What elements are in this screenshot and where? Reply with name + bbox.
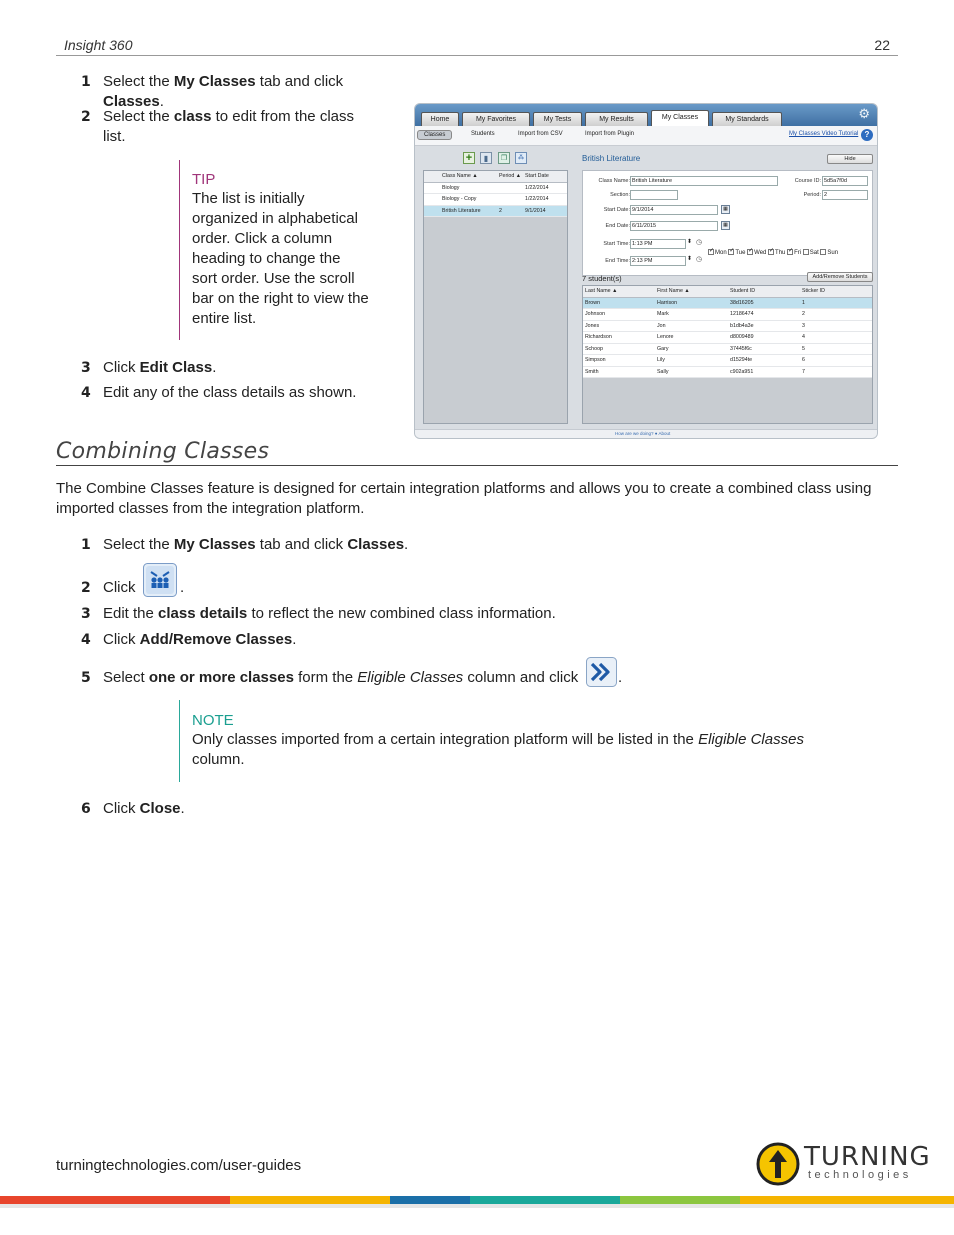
combine-classes-icon[interactable] [143,563,177,597]
step-bottom-2: 2 Click [81,579,136,596]
students-table-header [583,286,872,298]
page-number: 22 [874,37,890,53]
class-details-title: British Literature [582,154,641,163]
calendar-icon[interactable]: ▦ [721,205,730,214]
students-table [582,285,873,424]
tip-text: The list is initially organized in alphabetical order. Click a column heading to change the sort order. Use the scroll bar on the right to view the entire list. [192,190,369,327]
tab-my-classes[interactable]: My Classes [651,110,709,126]
gear-icon[interactable]: ⚙ [858,106,870,121]
students-count: 7 student(s) [582,274,622,283]
day-tue[interactable]: ✓ Tue [728,250,745,256]
table-row-selected[interactable]: Brown Harrison 38d16205 1 [583,298,872,310]
day-sat[interactable]: Sat [803,250,819,256]
note-text: Only classes imported from a certain integration platform will be listed in the Eligible Classes column. [192,731,804,768]
day-mon[interactable]: ✓Mon [708,250,727,256]
logo-mark-icon [756,1142,800,1186]
col-start-date[interactable]: Start Date [525,173,549,179]
sub-tab-bar [415,126,877,146]
tab-my-favorites[interactable]: My Favorites [462,112,530,126]
col-period[interactable]: Period ▲ [499,173,522,179]
end-time-field[interactable]: 2:13 PM [630,256,686,266]
day-sun[interactable]: Sun [820,250,838,256]
help-icon[interactable]: ? [861,129,873,141]
start-date-field[interactable]: 9/1/2014 [630,205,718,215]
step-bottom-1: 1 Select the My Classes tab and click Classes. [81,536,409,553]
table-row-selected[interactable]: British Literature 2 9/1/2014 [424,206,567,218]
step-top-4: 4 Edit any of the class details as shown. [81,384,357,401]
class-list-panel [423,170,568,424]
double-chevron-right-icon[interactable] [586,657,617,687]
col-first-name[interactable]: First Name ▲ [657,288,690,294]
section-field[interactable] [630,190,678,200]
logo-word: TURNING [804,1142,931,1172]
table-row[interactable]: Simpson Lily d15294te 6 [583,355,872,367]
video-tutorial-link[interactable]: My Classes Video Tutorial [789,131,859,137]
note-label: NOTE [192,712,234,729]
combine-classes-icon[interactable]: ⁂ [515,152,527,164]
tab-my-standards[interactable]: My Standards [712,112,782,126]
subtab-classes[interactable]: Classes [417,130,452,140]
time-stepper-icon[interactable]: ⬍ [687,256,693,262]
tip-label: TIP [192,171,216,188]
day-wed[interactable]: ✓ Wed [747,250,766,256]
step-bottom-5: 5 Select one or more classes form the Eligible Classes column and click [81,669,579,686]
table-row[interactable]: Schoop Gary 37445f6c 5 [583,344,872,356]
turning-technologies-logo [756,1140,932,1188]
tip-box [179,160,369,340]
class-name-field[interactable]: British Literature [630,176,778,186]
tab-my-tests[interactable]: My Tests [533,112,582,126]
clock-icon[interactable]: ◷ [696,256,703,263]
period-field[interactable]: 2 [822,190,868,200]
class-details-form: Class Name: British Literature Course ID: 5d5a7f0d Section: Period: 2 Start Date: 9/1/2014 ▦ End Date: 6/11/2015 ▦ Start Time: 1:13 PM ⬍ ◷ End Time: 2:13 PM ⬍ ◷ ✓Mon ✓ Tue ✓ Wed ✓ Thu ✓ Fri Sat Sun [582,170,873,276]
header-divider [56,55,898,56]
section-divider [56,465,898,466]
footer-url: turningtechnologies.com/user-guides [56,1157,302,1174]
day-thu[interactable]: ✓ Thu [768,250,785,256]
day-fri[interactable]: ✓ Fri [787,250,801,256]
step-bottom-4: 4 Click Add/Remove Classes. [81,631,297,648]
tab-my-results[interactable]: My Results [585,112,648,126]
step-top-3: 3 Click Edit Class. [81,359,217,376]
step-bottom-5-end: . [618,669,623,686]
step-top-2: 2 Select the class to edit from the class list. [81,108,354,145]
note-box [179,700,839,782]
section-intro: The Combine Classes feature is designed for certain integration platforms and allows you to create a combined class using imported classes from the integration platform. [56,480,872,517]
subtab-students[interactable]: Students [471,131,495,137]
document-header-title: Insight 360 [64,37,133,53]
subtab-import-plugin[interactable]: Import from Plugin [585,131,635,137]
copy-class-icon[interactable]: ❐ [498,152,510,164]
hide-button[interactable]: Hide [827,154,873,164]
section-title: Combining Classes [56,439,270,464]
end-date-field[interactable]: 6/11/2015 [630,221,718,231]
course-id-field[interactable]: 5d5a7f0d [822,176,868,186]
calendar-icon[interactable]: ▦ [721,221,730,230]
add-remove-students-button[interactable]: Add/Remove Students [807,272,873,282]
footer-color-bar [0,1196,954,1208]
col-class-name[interactable]: Class Name ▲ [442,173,478,179]
add-class-icon[interactable]: + [463,152,475,164]
step-bottom-3: 3 Edit the class details to reflect the new combined class information. [81,605,556,622]
my-classes-screenshot [414,103,878,439]
delete-class-icon[interactable]: ▮ [480,152,492,164]
footer-links[interactable]: How are we doing? ● About [615,431,671,436]
subtab-import-csv[interactable]: Import from CSV [518,131,563,137]
step-bottom-2-end: . [180,579,185,596]
weekday-checkboxes [708,249,838,256]
table-row[interactable]: Johnson Mark 12186474 2 [583,309,872,321]
step-bottom-6: 6 Click Close. [81,800,185,817]
clock-icon[interactable]: ◷ [696,239,703,246]
time-stepper-icon[interactable]: ⬍ [687,239,693,245]
col-student-id[interactable]: Student ID [730,288,756,294]
col-last-name[interactable]: Last Name ▲ [585,288,618,294]
start-time-field[interactable]: 1:13 PM [630,239,686,249]
table-row[interactable]: Biology 1/22/2014 [424,183,567,195]
step-top-1: 1 Select the My Classes tab and click Classes. [81,73,344,110]
table-row[interactable]: Richardson Lenore d8009489 4 [583,332,872,344]
table-row[interactable]: Jones Jon b1db4a3e 3 [583,321,872,333]
class-list-header [424,171,567,183]
tab-home[interactable]: Home [421,112,459,126]
table-row[interactable]: Biology - Copy 1/22/2014 [424,194,567,206]
logo-sub: technologies [808,1169,912,1181]
col-sticker-id[interactable]: Sticker ID [802,288,825,294]
table-row[interactable]: Smith Sally c902a951 7 [583,367,872,379]
